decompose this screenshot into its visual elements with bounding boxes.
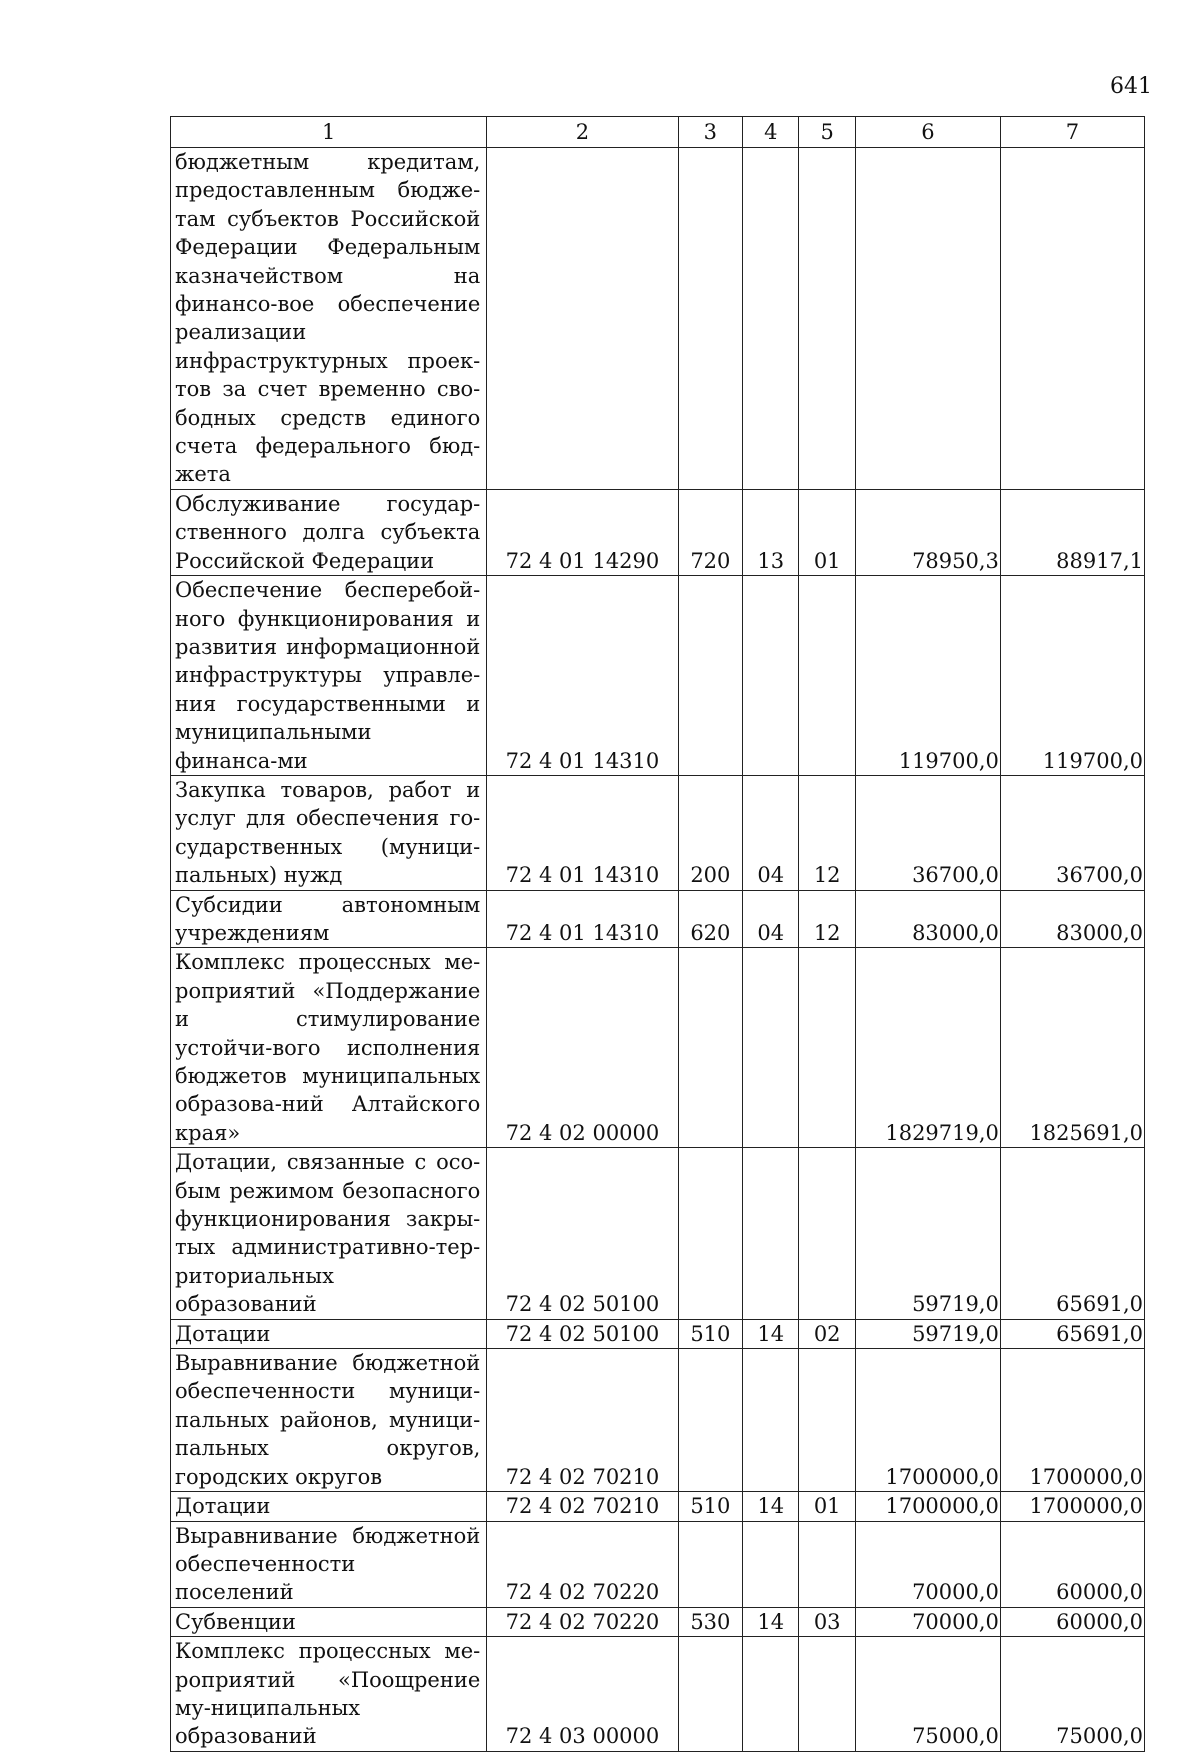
target-code-cell: 72 4 02 00000 bbox=[487, 948, 678, 1148]
row-name-text: Дотации bbox=[175, 1321, 271, 1346]
row-name-text: Выравнивание бюджетной обеспеченности поселений bbox=[175, 1523, 481, 1605]
expense-type-cell bbox=[678, 576, 742, 776]
target-code-cell: 72 4 02 50100 bbox=[487, 1148, 678, 1319]
amount-col6-cell: 83000,0 bbox=[855, 890, 1000, 948]
section-cell bbox=[743, 1637, 799, 1752]
amount-col7-cell: 1700000,0 bbox=[1000, 1349, 1144, 1492]
row-name-text: Обслуживание государ-ственного долга субъекта Российской Федерации bbox=[175, 491, 481, 573]
amount-col6-cell: 1700000,0 bbox=[855, 1349, 1000, 1492]
expense-type-cell bbox=[678, 148, 742, 490]
target-code-cell: 72 4 01 14290 bbox=[487, 489, 678, 575]
row-name-cell bbox=[171, 1319, 487, 1348]
table-row bbox=[171, 1521, 1145, 1607]
amount-col7-cell: 36700,0 bbox=[1000, 775, 1144, 890]
expense-type-cell bbox=[678, 1637, 742, 1752]
row-name-cell bbox=[171, 148, 487, 490]
expense-type-cell bbox=[678, 1521, 742, 1607]
subsection-cell bbox=[799, 1349, 855, 1492]
column-header: 2 bbox=[487, 117, 678, 148]
subsection-cell bbox=[799, 576, 855, 776]
subsection-cell: 01 bbox=[799, 1492, 855, 1521]
table-row bbox=[171, 1349, 1145, 1492]
table-row bbox=[171, 1492, 1145, 1521]
section-cell: 14 bbox=[743, 1492, 799, 1521]
subsection-cell: 03 bbox=[799, 1607, 855, 1636]
table-row bbox=[171, 489, 1145, 575]
row-name-cell bbox=[171, 1492, 487, 1521]
amount-col6-cell: 70000,0 bbox=[855, 1607, 1000, 1636]
section-cell: 04 bbox=[743, 890, 799, 948]
section-cell bbox=[743, 576, 799, 776]
subsection-cell bbox=[799, 1148, 855, 1319]
expense-type-cell: 200 bbox=[678, 775, 742, 890]
table-row bbox=[171, 576, 1145, 776]
amount-col7-cell: 119700,0 bbox=[1000, 576, 1144, 776]
row-name-text: Дотации bbox=[175, 1494, 271, 1519]
row-name-text: Обеспечение бесперебой-ного функционирования и развития информационной инфраструктуры управле-ния государственными и муниципальными финанса-ми bbox=[175, 578, 481, 773]
expense-type-cell: 530 bbox=[678, 1607, 742, 1636]
amount-col6-cell: 70000,0 bbox=[855, 1521, 1000, 1607]
column-header: 4 bbox=[743, 117, 799, 148]
column-header: 5 bbox=[799, 117, 855, 148]
expense-type-cell bbox=[678, 1349, 742, 1492]
row-name-text: Комплекс процессных ме-роприятий «Поощрение му-ниципальных образований bbox=[175, 1639, 481, 1749]
target-code-cell: 72 4 02 70220 bbox=[487, 1521, 678, 1607]
amount-col7-cell: 1700000,0 bbox=[1000, 1492, 1144, 1521]
table-row bbox=[171, 948, 1145, 1148]
table-row bbox=[171, 775, 1145, 890]
column-header: 6 bbox=[855, 117, 1000, 148]
target-code-cell: 72 4 02 70210 bbox=[487, 1349, 678, 1492]
amount-col6-cell: 59719,0 bbox=[855, 1148, 1000, 1319]
row-name-cell bbox=[171, 1607, 487, 1636]
row-name-cell bbox=[171, 948, 487, 1148]
target-code-cell bbox=[487, 148, 678, 490]
amount-col6-cell: 1700000,0 bbox=[855, 1492, 1000, 1521]
amount-col7-cell: 75000,0 bbox=[1000, 1637, 1144, 1752]
amount-col7-cell: 83000,0 bbox=[1000, 890, 1144, 948]
column-header: 3 bbox=[678, 117, 742, 148]
subsection-cell bbox=[799, 1521, 855, 1607]
row-name-cell bbox=[171, 1637, 487, 1752]
section-cell: 14 bbox=[743, 1607, 799, 1636]
expense-type-cell: 510 bbox=[678, 1319, 742, 1348]
target-code-cell: 72 4 01 14310 bbox=[487, 775, 678, 890]
row-name-cell bbox=[171, 775, 487, 890]
row-name-text: Субвенции bbox=[175, 1609, 296, 1634]
amount-col7-cell: 60000,0 bbox=[1000, 1521, 1144, 1607]
row-name-cell bbox=[171, 489, 487, 575]
table-header-row bbox=[171, 117, 1145, 148]
row-name-text: Закупка товаров, работ и услуг для обеспечения го-сударственных (муници-пальных) нужд bbox=[175, 777, 481, 888]
subsection-cell: 02 bbox=[799, 1319, 855, 1348]
row-name-cell bbox=[171, 1349, 487, 1492]
row-name-text: Выравнивание бюджетной обеспеченности муници-пальных районов, муници-пальных округов, городских округов bbox=[175, 1351, 481, 1489]
row-name-cell bbox=[171, 890, 487, 948]
table-row bbox=[171, 890, 1145, 948]
amount-col6-cell: 119700,0 bbox=[855, 576, 1000, 776]
amount-col6-cell: 1829719,0 bbox=[855, 948, 1000, 1148]
amount-col7-cell: 65691,0 bbox=[1000, 1148, 1144, 1319]
amount-col7-cell bbox=[1000, 148, 1144, 490]
row-name-cell bbox=[171, 576, 487, 776]
target-code-cell: 72 4 02 70210 bbox=[487, 1492, 678, 1521]
amount-col6-cell: 59719,0 bbox=[855, 1319, 1000, 1348]
target-code-cell: 72 4 01 14310 bbox=[487, 890, 678, 948]
subsection-cell bbox=[799, 1637, 855, 1752]
section-cell bbox=[743, 1349, 799, 1492]
table-row bbox=[171, 1319, 1145, 1348]
target-code-cell: 72 4 01 14310 bbox=[487, 576, 678, 776]
table-row bbox=[171, 1607, 1145, 1636]
row-name-text: Дотации, связанные с осо-бым режимом безопасного функционирования закры-тых административно-тер-риториальных образований bbox=[175, 1150, 481, 1317]
section-cell: 04 bbox=[743, 775, 799, 890]
target-code-cell: 72 4 02 50100 bbox=[487, 1319, 678, 1348]
table-row bbox=[171, 148, 1145, 490]
section-cell bbox=[743, 148, 799, 490]
target-code-cell: 72 4 02 70220 bbox=[487, 1607, 678, 1636]
section-cell bbox=[743, 1521, 799, 1607]
expense-type-cell bbox=[678, 1148, 742, 1319]
section-cell bbox=[743, 1148, 799, 1319]
column-header: 7 bbox=[1000, 117, 1144, 148]
subsection-cell: 12 bbox=[799, 890, 855, 948]
table-row bbox=[171, 1148, 1145, 1319]
subsection-cell bbox=[799, 148, 855, 490]
expense-type-cell: 620 bbox=[678, 890, 742, 948]
row-name-text: бюджетным кредитам, предоставленным бюдже-там субъектов Российской Федерации Федеральным казначейством на финансо-вое обеспечение реализации инфраструктурных проек-тов за счет временно сво-бодных средств единого счета федерального бюд-жета bbox=[175, 150, 481, 487]
amount-col7-cell: 60000,0 bbox=[1000, 1607, 1144, 1636]
expense-type-cell: 510 bbox=[678, 1492, 742, 1521]
row-name-cell bbox=[171, 1148, 487, 1319]
amount-col6-cell: 75000,0 bbox=[855, 1637, 1000, 1752]
budget-table bbox=[170, 116, 1145, 1752]
subsection-cell: 01 bbox=[799, 489, 855, 575]
subsection-cell bbox=[799, 948, 855, 1148]
amount-col7-cell: 65691,0 bbox=[1000, 1319, 1144, 1348]
row-name-text: Комплекс процессных ме-роприятий «Поддержание и стимулирование устойчи-вого исполнения бюджетов муниципальных образова-ний Алтайского края» bbox=[175, 950, 481, 1145]
amount-col6-cell bbox=[855, 148, 1000, 490]
row-name-text: Субсидии автономным учреждениям bbox=[175, 892, 481, 945]
page-number: 641 bbox=[1110, 74, 1152, 99]
amount-col7-cell: 1825691,0 bbox=[1000, 948, 1144, 1148]
expense-type-cell bbox=[678, 948, 742, 1148]
table-row bbox=[171, 1637, 1145, 1752]
row-name-cell bbox=[171, 1521, 487, 1607]
section-cell: 13 bbox=[743, 489, 799, 575]
amount-col6-cell: 36700,0 bbox=[855, 775, 1000, 890]
expense-type-cell: 720 bbox=[678, 489, 742, 575]
section-cell bbox=[743, 948, 799, 1148]
target-code-cell: 72 4 03 00000 bbox=[487, 1637, 678, 1752]
section-cell: 14 bbox=[743, 1319, 799, 1348]
amount-col7-cell: 88917,1 bbox=[1000, 489, 1144, 575]
subsection-cell: 12 bbox=[799, 775, 855, 890]
column-header: 1 bbox=[171, 117, 487, 148]
amount-col6-cell: 78950,3 bbox=[855, 489, 1000, 575]
